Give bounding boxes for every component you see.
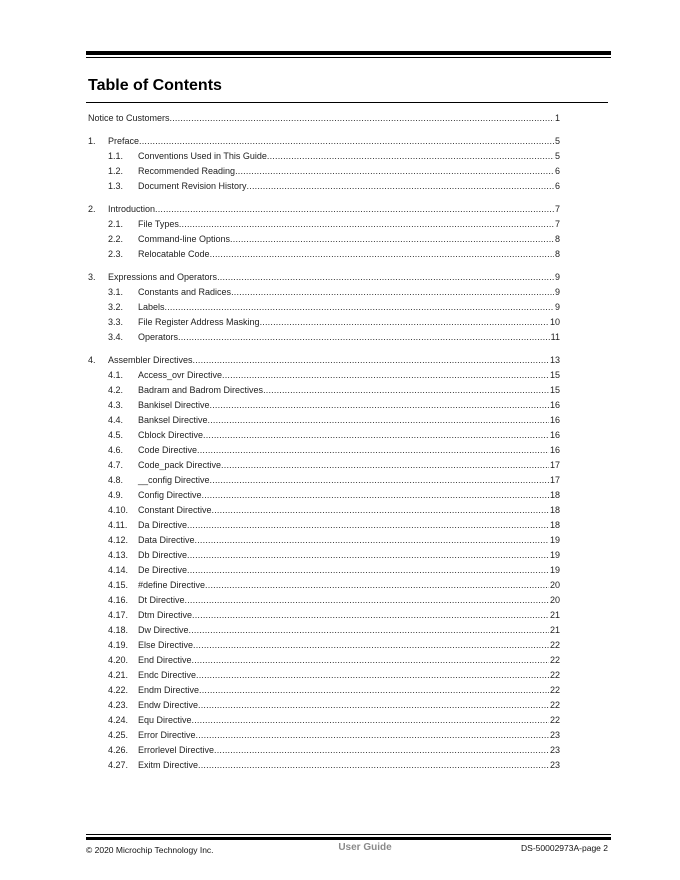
toc-entry-number: 4.10. (108, 505, 129, 515)
toc-entry-page: 16 (549, 430, 560, 440)
toc-entry-number: 4.19. (108, 640, 129, 650)
toc-entry-number: 3.2. (108, 302, 124, 312)
toc-entry-page: 16 (549, 415, 560, 425)
toc-entry-page: 18 (549, 505, 560, 515)
toc-entry[interactable] (88, 300, 560, 315)
toc-entry-label[interactable]: Recommended Reading (138, 166, 236, 176)
toc-entry-label[interactable]: Assembler Directives (108, 355, 193, 365)
toc-entry[interactable] (88, 578, 560, 593)
toc-entry[interactable] (88, 330, 560, 345)
toc-entry-label[interactable]: Dw Directive (138, 625, 189, 635)
dot-leader (263, 383, 549, 398)
toc-entry-label[interactable]: __config Directive (138, 475, 210, 485)
dot-leader (214, 743, 549, 758)
toc-entry-label[interactable]: Introduction (108, 204, 156, 214)
toc-entry[interactable] (88, 443, 560, 458)
dot-leader (195, 533, 549, 548)
dot-leader (187, 518, 549, 533)
dot-leader (197, 443, 549, 458)
dot-leader (165, 300, 554, 315)
dot-leader (217, 270, 554, 285)
toc-entry-label[interactable]: Data Directive (138, 535, 195, 545)
toc-entry-page: 16 (549, 445, 560, 455)
toc-entry-label[interactable]: Da Directive (138, 520, 188, 530)
toc-entry-page: 9 (554, 302, 560, 312)
toc-entry-number: 4.17. (108, 610, 129, 620)
toc-entry-label[interactable]: Endw Directive (138, 700, 199, 710)
dot-leader (208, 413, 549, 428)
dot-leader (196, 728, 549, 743)
toc-entry-page: 22 (549, 640, 560, 650)
dot-leader (196, 668, 549, 683)
toc-entry[interactable] (88, 518, 560, 533)
toc-entry[interactable] (88, 428, 560, 443)
toc-entry-page: 22 (549, 685, 560, 695)
toc-entry-page: 10 (549, 317, 560, 327)
toc-entry-label[interactable]: Labels (138, 302, 165, 312)
dot-leader (198, 758, 549, 773)
toc-entry-number: 4.21. (108, 670, 129, 680)
toc-entry[interactable] (88, 623, 560, 638)
dot-leader (210, 247, 554, 262)
dot-leader (170, 111, 554, 126)
dot-leader (221, 458, 549, 473)
toc-entry[interactable] (88, 270, 560, 285)
toc-entry-page: 23 (549, 760, 560, 770)
toc-entry[interactable] (88, 473, 560, 488)
toc-entry[interactable] (88, 653, 560, 668)
toc-entry-page: 23 (549, 730, 560, 740)
toc-entry-number: 2.2. (108, 234, 124, 244)
toc-entry[interactable] (88, 533, 560, 548)
dot-leader (205, 578, 549, 593)
toc-entry-page: 17 (549, 475, 560, 485)
toc-entry-page: 9 (554, 272, 560, 282)
toc-entry-number: 1. (88, 136, 96, 146)
dot-leader (247, 179, 554, 194)
toc-entry-label[interactable]: Dtm Directive (138, 610, 193, 620)
dot-leader (192, 653, 549, 668)
toc-entry-number: 2.3. (108, 249, 124, 259)
toc-entry[interactable] (88, 638, 560, 653)
toc-entry-number: 3.4. (108, 332, 124, 342)
dot-leader (267, 149, 554, 164)
footer-copyright: © 2020 Microchip Technology Inc. (86, 845, 214, 855)
dot-leader (203, 428, 549, 443)
toc-entry-number: 4.23. (108, 700, 129, 710)
toc-entry-label[interactable]: Notice to Customers (88, 113, 170, 123)
toc-entry-number: 4.13. (108, 550, 129, 560)
toc-entry[interactable] (88, 179, 560, 194)
toc-entry-number: 4.20. (108, 655, 129, 665)
toc-entry[interactable] (88, 743, 560, 758)
dot-leader (212, 503, 549, 518)
toc-entry-page: 16 (549, 400, 560, 410)
toc-entry-label[interactable]: Else Directive (138, 640, 194, 650)
toc-entry-label[interactable]: Constant Directive (138, 505, 212, 515)
dot-leader (155, 202, 554, 217)
toc-entry-number: 1.3. (108, 181, 124, 191)
toc-entry-number: 2. (88, 204, 96, 214)
dot-leader (260, 315, 549, 330)
toc-entry-page: 17 (549, 460, 560, 470)
toc-entry-number: 4.6. (108, 445, 124, 455)
footer-page-id: DS-50002973A-page 2 (521, 843, 608, 853)
dot-leader (193, 353, 549, 368)
dot-leader (198, 698, 549, 713)
toc-entry-page: 20 (549, 580, 560, 590)
toc-entry-page: 15 (549, 385, 560, 395)
toc-entry[interactable] (88, 758, 560, 773)
toc-entry-label[interactable]: Endc Directive (138, 670, 197, 680)
toc-entry-label[interactable]: Code_pack Directive (138, 460, 222, 470)
toc-entry-page: 20 (549, 595, 560, 605)
toc-entry-page: 19 (549, 550, 560, 560)
toc-entry[interactable] (88, 668, 560, 683)
toc-entry-number: 4.22. (108, 685, 129, 695)
toc-entry-page: 5 (554, 151, 560, 161)
toc-entry[interactable] (88, 164, 560, 179)
toc-entry-label[interactable]: File Register Address Masking (138, 317, 260, 327)
dot-leader (202, 488, 549, 503)
toc-entry-number: 4.26. (108, 745, 129, 755)
dot-leader (185, 593, 549, 608)
toc-entry-label[interactable]: End Directive (138, 655, 192, 665)
dot-leader (210, 398, 549, 413)
footer-rule-thick (86, 837, 611, 840)
toc-entry-number: 1.2. (108, 166, 124, 176)
toc-entry[interactable] (88, 315, 560, 330)
toc-entry[interactable] (88, 149, 560, 164)
toc-entry-number: 4.1. (108, 370, 124, 380)
dot-leader (139, 134, 554, 149)
toc-entry[interactable] (88, 413, 560, 428)
toc-entry-number: 4.11. (108, 520, 128, 530)
toc-entry-number: 4.27. (108, 760, 129, 770)
toc-entry-label[interactable]: Banksel Directive (138, 415, 208, 425)
toc-entry[interactable] (88, 217, 560, 232)
toc-entry-label[interactable]: Errorlevel Directive (138, 745, 215, 755)
toc-entry-number: 4.8. (108, 475, 124, 485)
dot-leader (189, 623, 549, 638)
toc-entry-page: 23 (549, 745, 560, 755)
toc-entry-label[interactable]: Db Directive (138, 550, 188, 560)
toc-entry-page: 19 (549, 535, 560, 545)
toc-entry-label[interactable]: Code Directive (138, 445, 198, 455)
toc-entry-page: 11 (550, 332, 560, 342)
toc-entry-label[interactable]: Expressions and Operators (108, 272, 218, 282)
table-of-contents (88, 109, 560, 773)
toc-entry-page: 19 (549, 565, 560, 575)
toc-entry-number: 4.9. (108, 490, 124, 500)
toc-entry[interactable] (88, 698, 560, 713)
toc-entry-label[interactable]: Command-line Options (138, 234, 231, 244)
dot-leader (179, 217, 554, 232)
toc-entry-page: 21 (549, 610, 560, 620)
toc-entry-label[interactable]: Operators (138, 332, 179, 342)
toc-entry-page: 9 (554, 287, 560, 297)
toc-entry-label[interactable]: Access_ovr Directive (138, 370, 223, 380)
toc-entry-label[interactable]: Document Revision History (138, 181, 247, 191)
toc-entry[interactable] (88, 728, 560, 743)
toc-entry-page: 22 (549, 715, 560, 725)
toc-entry-label[interactable]: Error Directive (138, 730, 196, 740)
toc-entry[interactable] (88, 503, 560, 518)
toc-entry-page: 22 (549, 670, 560, 680)
toc-entry[interactable] (88, 563, 560, 578)
toc-entry-number: 4.3. (108, 400, 124, 410)
dot-leader (231, 285, 554, 300)
toc-entry-label[interactable]: #define Directive (138, 580, 206, 590)
header-rule-thick (86, 51, 611, 55)
toc-entry-page: 18 (549, 490, 560, 500)
toc-entry-label[interactable]: Dt Directive (138, 595, 185, 605)
toc-entry-page: 22 (549, 655, 560, 665)
toc-entry-number: 4.14. (108, 565, 129, 575)
dot-leader (192, 608, 549, 623)
dot-leader (192, 713, 549, 728)
toc-entry-number: 4.4. (108, 415, 124, 425)
footer-rule-thin (86, 834, 611, 835)
toc-entry-page: 1 (554, 113, 560, 123)
toc-entry[interactable] (88, 593, 560, 608)
toc-entry[interactable] (88, 608, 560, 623)
dot-leader (235, 164, 554, 179)
toc-entry[interactable] (88, 713, 560, 728)
dot-leader (222, 368, 549, 383)
dot-leader (199, 683, 549, 698)
toc-entry-number: 4.2. (108, 385, 124, 395)
toc-entry[interactable] (88, 488, 560, 503)
toc-entry-label[interactable]: Preface (108, 136, 140, 146)
toc-entry[interactable] (88, 202, 560, 217)
toc-entry-page: 7 (554, 204, 560, 214)
toc-entry[interactable] (88, 383, 560, 398)
toc-entry[interactable] (88, 353, 560, 368)
toc-entry-number: 4.15. (108, 580, 129, 590)
toc-entry[interactable] (88, 247, 560, 262)
toc-entry[interactable] (88, 232, 560, 247)
toc-entry-number: 3. (88, 272, 96, 282)
toc-entry-number: 4.18. (108, 625, 129, 635)
toc-entry-number: 4.24. (108, 715, 129, 725)
toc-entry-number: 4.12. (108, 535, 129, 545)
toc-entry-page: 8 (554, 234, 560, 244)
toc-entry-page: 22 (549, 700, 560, 710)
toc-entry-number: 4.16. (108, 595, 129, 605)
toc-entry[interactable] (88, 398, 560, 413)
toc-entry-page: 5 (554, 136, 560, 146)
toc-entry-number: 4.5. (108, 430, 124, 440)
toc-entry-label[interactable]: Bankisel Directive (138, 400, 210, 410)
toc-entry-label[interactable]: Cblock Directive (138, 430, 204, 440)
toc-entry[interactable] (88, 548, 560, 563)
toc-entry-label[interactable]: Relocatable Code (138, 249, 210, 259)
toc-entry-number: 4. (88, 355, 96, 365)
toc-entry[interactable] (88, 368, 560, 383)
toc-entry[interactable] (88, 111, 560, 126)
toc-entry-number: 3.3. (108, 317, 124, 327)
dot-leader (210, 473, 549, 488)
toc-entry-page: 13 (549, 355, 560, 365)
toc-entry-label[interactable]: Badram and Badrom Directives (138, 385, 264, 395)
toc-entry-page: 6 (554, 166, 560, 176)
page-title: Table of Contents (88, 77, 222, 94)
toc-entry-page: 15 (549, 370, 560, 380)
toc-entry-label[interactable]: Config Directive (138, 490, 202, 500)
toc-entry-page: 18 (549, 520, 560, 530)
toc-entry-label[interactable]: Endm Directive (138, 685, 200, 695)
toc-entry-number: 4.25. (108, 730, 129, 740)
dot-leader (230, 232, 554, 247)
toc-entry-number: 1.1. (108, 151, 124, 161)
title-underline (86, 102, 608, 103)
dot-leader (178, 330, 550, 345)
toc-entry[interactable] (88, 683, 560, 698)
toc-entry-label[interactable]: File Types (138, 219, 179, 229)
dot-leader (187, 548, 549, 563)
toc-entry-page: 8 (554, 249, 560, 259)
footer-doc-type: User Guide (338, 842, 392, 853)
toc-entry-page: 7 (554, 219, 560, 229)
toc-entry[interactable] (88, 458, 560, 473)
toc-entry[interactable] (88, 134, 560, 149)
toc-entry-number: 4.7. (108, 460, 124, 470)
toc-entry[interactable] (88, 285, 560, 300)
toc-entry-label[interactable]: Constants and Radices (138, 287, 232, 297)
toc-entry-page: 6 (554, 181, 560, 191)
toc-entry-label[interactable]: Exitm Directive (138, 760, 199, 770)
dot-leader (187, 563, 549, 578)
dot-leader (193, 638, 549, 653)
toc-entry-number: 3.1. (108, 287, 124, 297)
toc-entry-label[interactable]: Conventions Used in This Guide (138, 151, 267, 161)
header-rule-thin (86, 57, 611, 58)
toc-entry-label[interactable]: De Directive (138, 565, 188, 575)
toc-entry-page: 21 (549, 625, 560, 635)
toc-entry-label[interactable]: Equ Directive (138, 715, 192, 725)
toc-entry-number: 2.1. (108, 219, 124, 229)
